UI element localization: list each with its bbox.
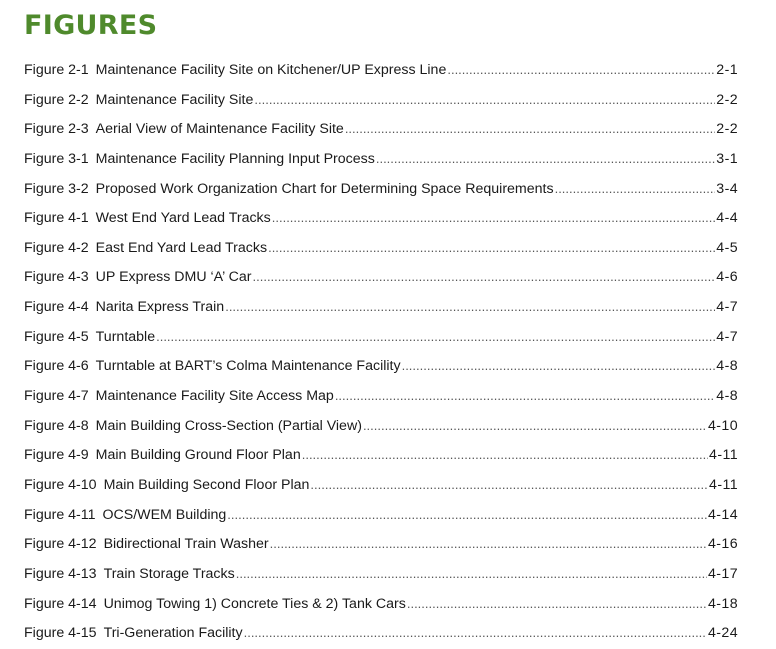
figure-entry[interactable] xyxy=(24,114,738,144)
figure-title: Maintenance Facility Site on Kitchener/UP Express Line xyxy=(95,62,447,78)
figure-title: UP Express DMU ‘A’ Car xyxy=(95,269,252,286)
figure-number: Figure 4-5 xyxy=(24,328,89,345)
figure-number: Figure 4-15 xyxy=(24,625,97,642)
page-reference: 4-24 xyxy=(708,625,738,642)
figure-number: Figure 4-14 xyxy=(24,595,97,612)
dot-leader xyxy=(407,589,707,619)
dot-leader xyxy=(345,114,715,144)
dot-leader xyxy=(236,559,707,589)
dot-leader xyxy=(227,500,707,530)
dot-leader xyxy=(272,203,716,233)
figure-title: Aerial View of Maintenance Facility Site xyxy=(95,121,344,138)
figure-title: Bidirectional Train Washer xyxy=(103,536,269,553)
figure-title: West End Yard Lead Tracks xyxy=(95,210,271,227)
figure-number: Figure 4-6 xyxy=(24,358,89,375)
figure-title: Tri-Generation Facility xyxy=(103,625,243,642)
dot-leader xyxy=(156,322,715,352)
figure-entry[interactable] xyxy=(24,351,738,381)
page-title: FIGURES xyxy=(24,10,158,41)
figure-title: East End Yard Lead Tracks xyxy=(95,239,268,256)
dot-leader xyxy=(268,233,715,263)
figure-number: Figure 2-1 xyxy=(24,62,89,78)
figure-title: Turntable at BART’s Colma Maintenance Facility xyxy=(95,358,401,375)
figure-entry[interactable] xyxy=(24,589,738,619)
figure-number: Figure 4-12 xyxy=(24,536,97,553)
figure-number: Figure 4-13 xyxy=(24,565,97,582)
figure-entry[interactable] xyxy=(24,144,738,174)
figure-entry[interactable] xyxy=(24,85,738,115)
figure-number: Figure 4-11 xyxy=(24,506,96,523)
figure-number: Figure 4-2 xyxy=(24,239,89,256)
figure-number: Figure 3-1 xyxy=(24,150,89,167)
page-reference: 4-8 xyxy=(716,388,738,405)
figure-entry[interactable] xyxy=(24,411,738,441)
figure-number: Figure 4-4 xyxy=(24,299,89,316)
figure-title: Maintenance Facility Planning Input Process xyxy=(95,150,375,167)
figure-number: Figure 4-1 xyxy=(24,210,89,227)
page-reference: 4-7 xyxy=(716,299,738,316)
dot-leader xyxy=(447,55,715,85)
figure-number: Figure 2-2 xyxy=(24,91,89,108)
figure-number: Figure 3-2 xyxy=(24,180,89,197)
dot-leader xyxy=(253,262,716,292)
figures-list xyxy=(24,55,738,648)
page-reference: 4-6 xyxy=(716,269,738,286)
figure-entry[interactable] xyxy=(24,233,738,263)
page-reference: 4-10 xyxy=(708,417,738,434)
page-reference: 4-14 xyxy=(708,506,738,523)
figure-entry[interactable] xyxy=(24,529,738,559)
figure-entry[interactable] xyxy=(24,55,738,85)
figure-entry[interactable] xyxy=(24,381,738,411)
figure-title: Narita Express Train xyxy=(95,299,225,316)
figure-title: Main Building Ground Floor Plan xyxy=(95,447,301,464)
figure-entry[interactable] xyxy=(24,618,738,648)
page-reference: 2-2 xyxy=(716,91,738,108)
dot-leader xyxy=(302,440,708,470)
page-reference: 2-1 xyxy=(716,62,738,78)
figure-number: Figure 4-10 xyxy=(24,476,97,493)
figure-entry[interactable] xyxy=(24,322,738,352)
figure-entry[interactable] xyxy=(24,559,738,589)
figure-entry[interactable] xyxy=(24,203,738,233)
page-reference: 4-16 xyxy=(708,536,738,553)
page-reference: 4-11 xyxy=(709,476,738,493)
figure-number: Figure 2-3 xyxy=(24,121,89,138)
figure-title: Turntable xyxy=(95,328,156,345)
figure-entry[interactable] xyxy=(24,292,738,322)
figure-number: Figure 4-9 xyxy=(24,447,89,464)
figure-number: Figure 4-3 xyxy=(24,269,89,286)
figure-number: Figure 4-7 xyxy=(24,388,89,405)
figure-title: Proposed Work Organization Chart for Determining Space Requirements xyxy=(95,180,554,197)
dot-leader xyxy=(335,381,715,411)
page-reference: 3-1 xyxy=(716,150,738,167)
figure-title: Train Storage Tracks xyxy=(103,565,235,582)
dot-leader xyxy=(270,529,707,559)
figure-title: OCS/WEM Building xyxy=(102,506,227,523)
page-reference: 4-18 xyxy=(708,595,738,612)
figure-entry[interactable] xyxy=(24,440,738,470)
figure-title: Unimog Towing 1) Concrete Ties & 2) Tank Cars xyxy=(103,595,406,612)
page-reference: 4-5 xyxy=(716,239,738,256)
figure-title: Main Building Second Floor Plan xyxy=(103,476,310,493)
dot-leader xyxy=(310,470,708,500)
dot-leader xyxy=(363,411,707,441)
page-reference: 4-11 xyxy=(709,447,738,464)
figure-entry[interactable] xyxy=(24,500,738,530)
figure-entry[interactable] xyxy=(24,470,738,500)
dot-leader xyxy=(244,618,707,648)
figure-title: Maintenance Facility Site Access Map xyxy=(95,388,334,405)
page-reference: 4-8 xyxy=(716,358,738,375)
page-reference: 4-4 xyxy=(716,210,738,227)
dot-leader xyxy=(225,292,715,322)
page-reference: 2-2 xyxy=(716,121,738,138)
dot-leader xyxy=(254,85,715,115)
figure-entry[interactable] xyxy=(24,262,738,292)
figure-title: Maintenance Facility Site xyxy=(95,91,254,108)
page-reference: 4-7 xyxy=(716,328,738,345)
page-reference: 3-4 xyxy=(716,180,738,197)
page-reference: 4-17 xyxy=(708,565,738,582)
figure-entry[interactable] xyxy=(24,174,738,204)
dot-leader xyxy=(376,144,715,174)
figure-title: Main Building Cross-Section (Partial View) xyxy=(95,417,362,434)
figure-number: Figure 4-8 xyxy=(24,417,89,434)
dot-leader xyxy=(555,174,716,204)
dot-leader xyxy=(402,351,716,381)
